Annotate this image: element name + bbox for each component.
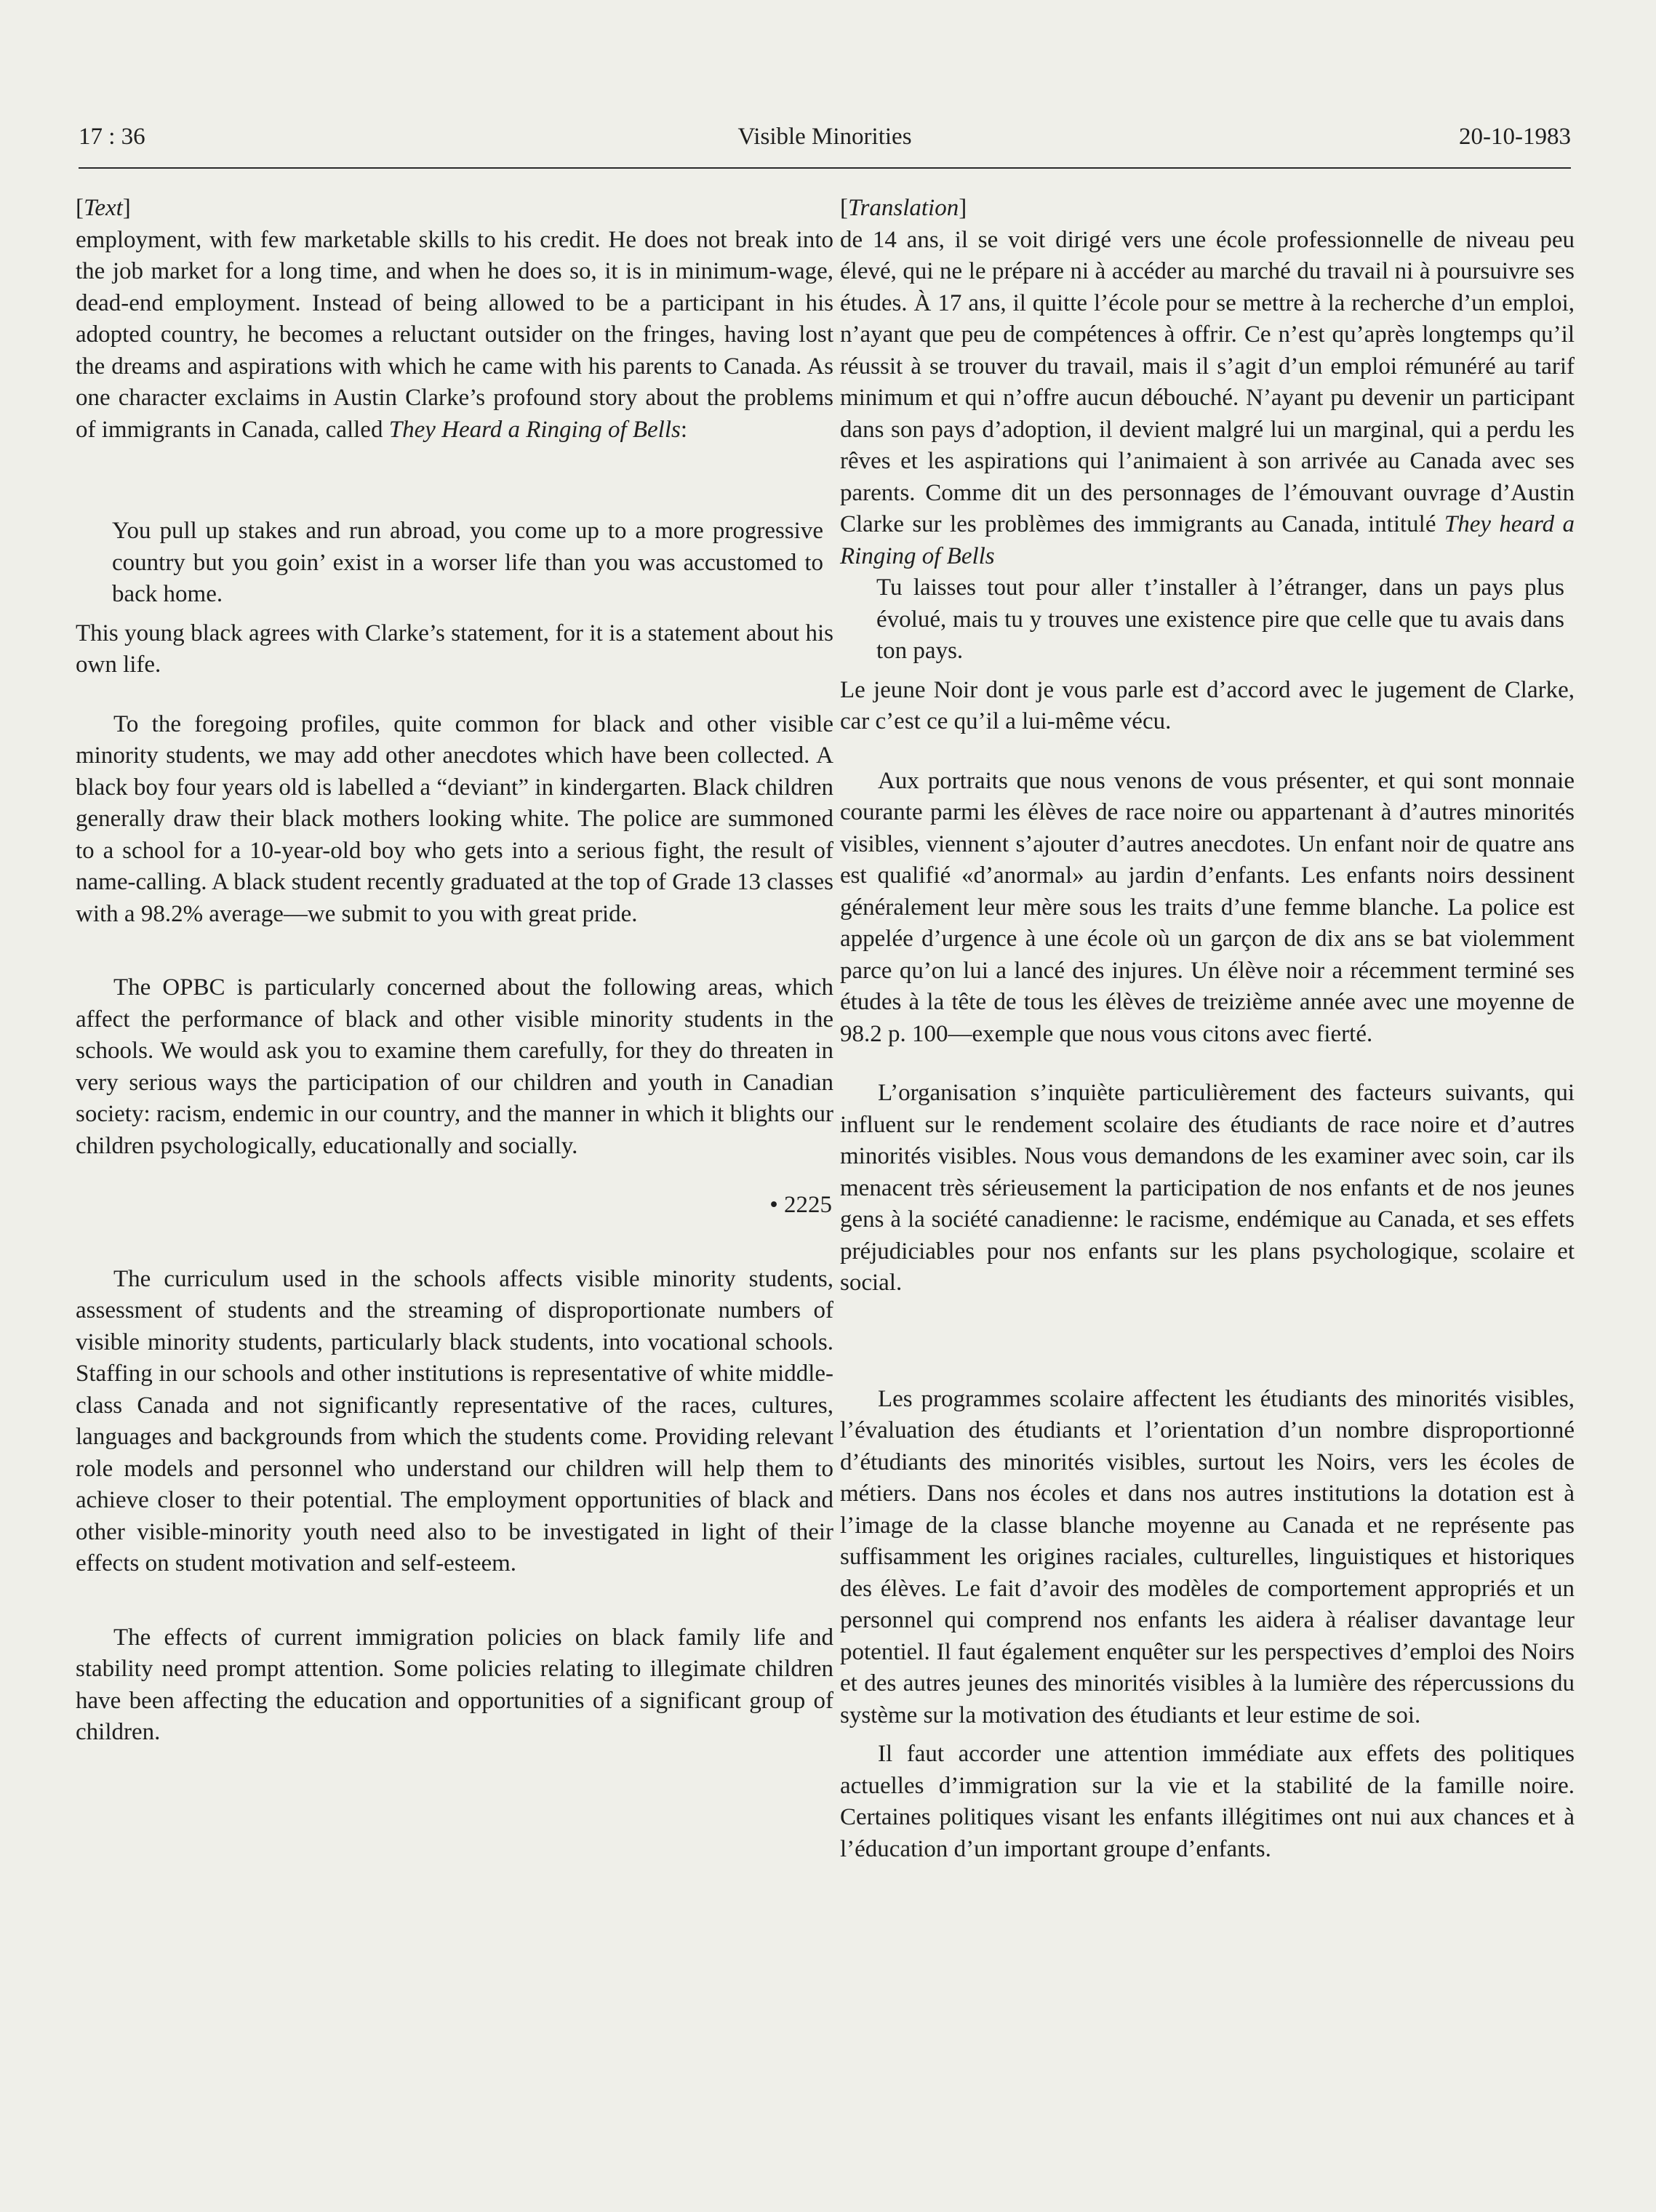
paragraph-4: The OPBC is particularly concerned about the following areas, which affect the performance of black and other visible minority students in the schools. We would ask you to examine them carefully, for they do threaten in very serious ways the participation of our children and youth in Canadian society: racism, endemic in our country, and the manner in which it blights our children psychologically, educationally and socially. xyxy=(76,974,833,1159)
column-label-translation: [Translation] xyxy=(840,195,967,221)
english-column xyxy=(76,193,833,1749)
citation: Tu laisses tout pour aller t’installer à l’étranger, dans un pays plus évolué, mais tu y trouves une existence pire que celle que tu avais dans ton pays. xyxy=(876,574,1564,664)
paragraphe-4: L’organisation s’inquiète particulièrement des facteurs suivants, qui influent sur le rendement scolaire des étudiants de race noire et d’autres minorités visibles. Nous vous demandons de les examiner avec soin, car ils menacent très sérieusement la participation de nos enfants et de nos jeunes gens à la société canadienne: le racisme, endémique au Canada, et ses effets préjudiciables pour nos enfants sur les plans psychologique, scolaire et social. xyxy=(840,1080,1575,1296)
header-date: 20-10-1983 xyxy=(1459,124,1571,150)
paragraph-2: This young black agrees with Clarke’s statement, for it is a statement about his own life. xyxy=(76,620,833,678)
paragraphe-1: de 14 ans, il se voit dirigé vers une école professionnelle de niveau peu élevé, qui ne le prépare ni à accéder au marché du travail ni à poursuivre ses études. À 17 ans, il quitte l’école pour se mettre à la recherche d’un emploi, n’ayant que peu de compétences à offrir. Ce n’est qu’après longtemps qu’il réussit à se trouver du travail, mais il s’agit d’un emploi rémunéré au tarif minimum et qui n’offre aucun débouché. N’ayant pu devenir un participant dans son pays d’adoption, il devient malgré lui un marginal, qui a perdu les rêves et les aspirations qui l’animaient à son arrivée au Canada avec ses parents. Comme dit un des personnages de l’émouvant ouvrage d’Austin Clarke sur les problèmes des immigrants au Canada, intitulé They heard a Ringing of Bells xyxy=(840,226,1575,569)
running-title: Visible Minorities xyxy=(737,124,912,150)
paragraphe-5: Les programmes scolaire affectent les étudiants des minorités visibles, l’évaluation des étudiants et l’orientation d’un nombre disproportionné d’étudiants des minorités visibles, surtout les Noirs, vers les écoles de métiers. Dans nos écoles et dans nos autres institutions la dotation est à l’image de la classe blanche moyenne au Canada et ne représente pas suffisamment les origines raciales, culturelles, linguistiques et historiques des élèves. Le fait d’avoir des modèles de comportement appropriés et un personnel qui comprend nos enfants les aidera à réaliser davantage leur potentiel. Il faut également enquêter sur les perspectives d’emploi des Noirs et des autres jeunes des minorités visibles à la lumière des répercussions du système sur la motivation des étudiants et leur estime de soi. xyxy=(840,1385,1575,1728)
french-column xyxy=(840,193,1575,1865)
paragraphe-6: Il faut accorder une attention immédiate aux effets des politiques actuelles d’immigration sur la vie et la stabilité de la famille noire. Certaines politiques visant les enfants illégitimes ont nui aux chances et à l’éducation d’un important groupe d’enfants. xyxy=(840,1741,1575,1862)
paragraph-6: The effects of current immigration policies on black family life and stability need prompt attention. Some policies relating to illegimate children have been affecting the education and opportunities of a significant group of children. xyxy=(76,1624,833,1745)
block-quote: You pull up stakes and run abroad, you come up to a more progressive country but you goin’ exist in a worser life than you was accustomed to back home. xyxy=(112,518,823,607)
header-rule xyxy=(79,167,1571,169)
book-title: They Heard a Ringing of Bells xyxy=(388,416,681,443)
paragraphe-3: Aux portraits que nous venons de vous présenter, et qui sont monnaie courante parmi les élèves de race noire ou appartenant à d’autres minorités visibles, viennent s’ajouter d’autres anecdotes. Un enfant noir de quatre ans est qualifié «d’anormal» au jardin d’enfants. Les enfants noirs dessinent généralement leur mère sous les traits d’une femme blanche. La police est appelée d’urgence à une école où un garçon de dix ans se bat violemment parce qu’on lui a lancé des injures. Un élève noir a récemment terminé ses études à la tête de tous les élèves de treizième année avec une moyenne de 98.2 p. 100—exemple que nous vous citons avec fierté. xyxy=(840,767,1575,1047)
time-marker: • 2225 xyxy=(769,1192,832,1218)
column-label-text: [Text] xyxy=(76,195,131,221)
titre-ouvrage: They heard a Ringing of Bells xyxy=(840,511,1575,569)
page-number: 17 : 36 xyxy=(79,124,145,150)
paragraph-5: The curriculum used in the schools affects visible minority students, assessment of students and the streaming of disproportionate numbers of visible minority students, particularly black students, into vocational schools. Staffing in our schools and other institutions is representative of white middle-class Canada and not significantly representative of the races, cultures, languages and backgrounds from which the students come. Providing relevant role models and personnel who understand our children will help them to achieve closer to their potential. The employment opportunities of black and other visible-minority youth need also to be investigated in light of their effects on student motivation and self-esteem. xyxy=(76,1265,833,1576)
paragraph-3: To the foregoing profiles, quite common for black and other visible minority students, we may add other anecdotes which have been collected. A black boy four years old is labelled a “deviant” in kindergarten. Black children generally draw their black mothers looking white. The police are summoned to a school for a 10-year-old boy who gets into a serious fight, the result of name-calling. A black student recently graduated at the top of Grade 13 classes with a 98.2% average—we submit to you with great pride. xyxy=(76,710,833,927)
paragraphe-2: Le jeune Noir dont je vous parle est d’accord avec le jugement de Clarke, car c’est ce qu’il a lui-même vécu. xyxy=(840,676,1575,734)
page-header xyxy=(79,124,1571,167)
paragraph-1: employment, with few marketable skills to his credit. He does not break into the job market for a long time, and when he does so, it is in minimum-wage, dead-end employment. Instead of being allowed to be a participant in his adopted country, he becomes a reluctant outsider on the fringes, having lost the dreams and aspirations with which he came with his parents to Canada. As one character exclaims in Austin Clarke’s profound story about the problems of immigrants in Canada, called They Heard a Ringing of Bells: xyxy=(76,226,833,443)
